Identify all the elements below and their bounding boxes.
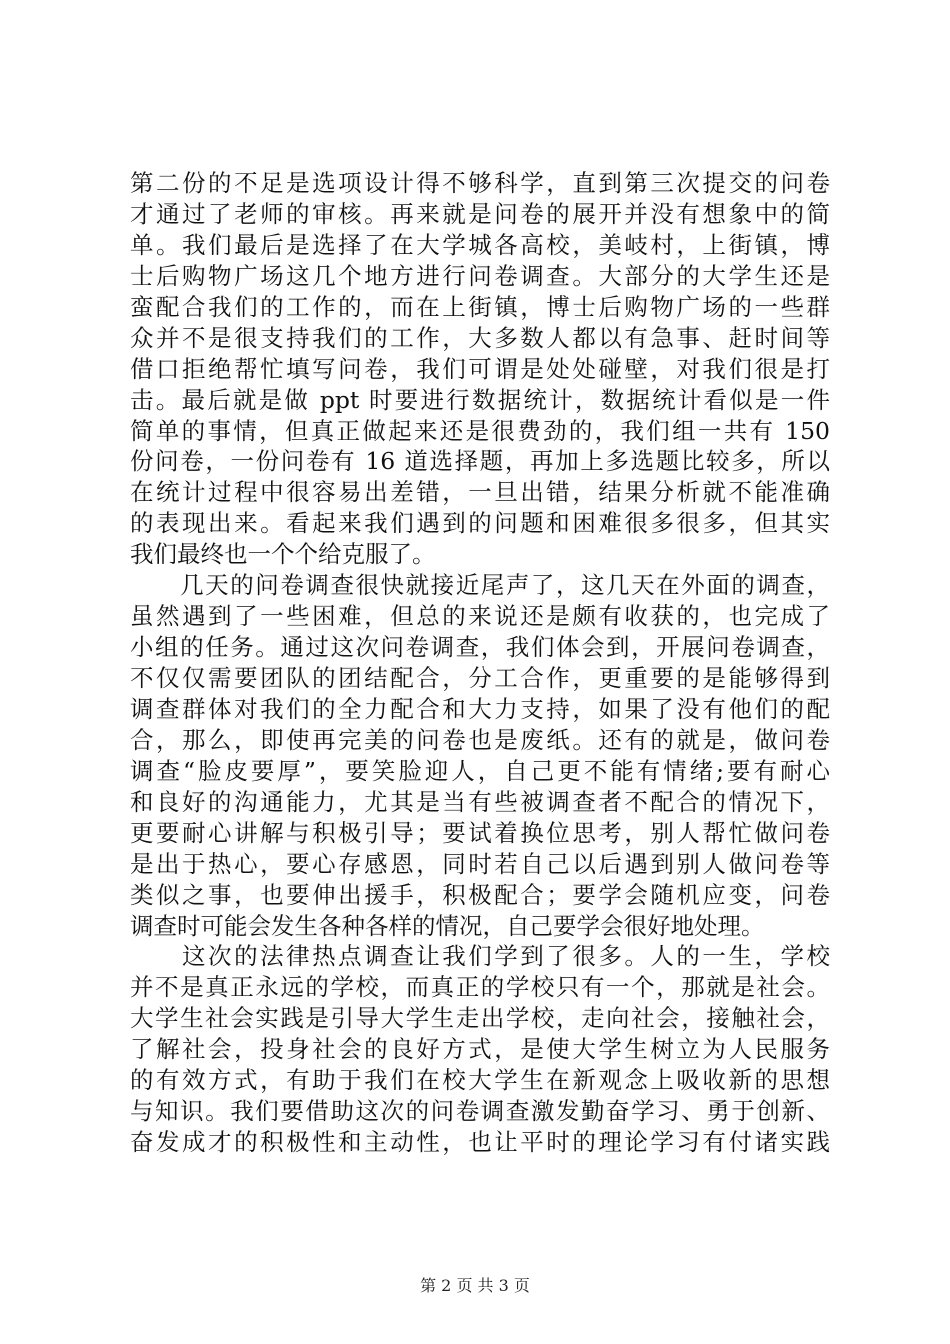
text-line: 简单的事情，但真正做起来还是很费劲的，我们组一共有 150 [130,416,830,445]
text-line: 众并不是很支持我们的工作，大多数人都以有急事、赶时间等 [130,323,830,352]
text-line: 借口拒绝帮忙填写问卷，我们可谓是处处碰壁，对我们很是打 [130,354,830,383]
text-line: 合，那么，即使再完美的问卷也是废纸。还有的就是，做问卷 [130,725,830,754]
text-line: 虽然遇到了一些困难，但总的来说还是颇有收获的，也完成了 [130,602,830,631]
text-line: 奋发成才的积极性和主动性，也让平时的理论学习有付诸实践 [130,1128,830,1157]
text-line: 不仅仅需要团队的团结配合，分工合作，更重要的是能够得到 [130,664,830,692]
text-line: 调查群体对我们的全力配合和大力支持，如果了没有他们的配 [130,694,830,723]
text-line: 了解社会，投身社会的良好方式，是使大学生树立为人民服务 [130,1035,830,1064]
text-line: 调查“脸皮要厚”，要笑脸迎人，自己更不能有情绪;要有耐心 [130,756,830,785]
text-line: 蛮配合我们的工作的，而在上街镇，博士后购物广场的一些群 [130,292,830,321]
text-line: 士后购物广场这几个地方进行问卷调查。大部分的大学生还是 [130,261,830,290]
text-line: 击。最后就是做 ppt 时要进行数据统计，数据统计看似是一件 [130,385,830,414]
text-line: 单。我们最后是选择了在大学城各高校，美岐村，上街镇，博 [130,230,830,259]
text-line: 并不是真正永远的学校，而真正的学校只有一个，那就是社会。 [130,973,830,1002]
text-line: 类似之事，也要伸出援手，积极配合；要学会随机应变，问卷 [130,880,830,909]
text-line: 更要耐心讲解与积极引导；要试着换位思考，别人帮忙做问卷 [130,818,830,847]
text-line: 这次的法律热点调查让我们学到了很多。人的一生，学校 [130,942,830,971]
text-line: 几天的问卷调查很快就接近尾声了，这几天在外面的调查， [130,571,830,600]
text-line: 大学生社会实践是引导大学生走出学校，走向社会，接触社会， [130,1004,830,1033]
text-line: 才通过了老师的审核。再来就是问卷的展开并没有想象中的简 [130,199,830,228]
text-line: 与知识。我们要借助这次的问卷调查激发勤奋学习、勇于创新、 [130,1097,830,1126]
text-line: 调查时可能会发生各种各样的情况，自己要学会很好地处理。 [130,911,765,940]
text-line: 份问卷，一份问卷有 16 道选择题，再加上多选题比较多，所以 [130,447,830,476]
text-line: 小组的任务。通过这次问卷调查，我们体会到，开展问卷调查， [130,633,830,662]
page-number-footer: 第 2 页 共 3 页 [420,1276,530,1295]
text-line: 的表现出来。看起来我们遇到的问题和困难很多很多，但其实 [130,509,830,538]
text-line: 的有效方式，有助于我们在校大学生在新观念上吸收新的思想 [130,1066,830,1095]
text-line: 第二份的不足是选项设计得不够科学，直到第三次提交的问卷 [130,169,830,197]
text-line: 和良好的沟通能力，尤其是当有些被调查者不配合的情况下， [130,787,830,816]
text-line: 我们最终也一个个给克服了。 [130,540,436,569]
text-line: 在统计过程中很容易出差错，一旦出错，结果分析就不能准确 [130,478,830,507]
text-line: 是出于热心，要心存感恩，同时若自己以后遇到别人做问卷等 [130,849,830,878]
